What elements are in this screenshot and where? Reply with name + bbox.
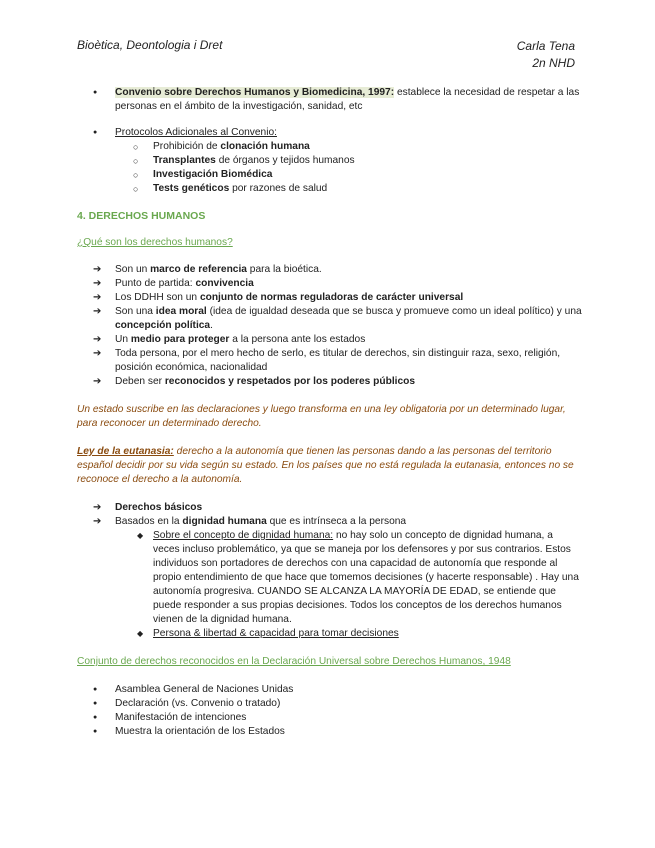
dignidad-label: Sobre el concepto de dignidad humana: [153,530,334,541]
list-item [77,333,582,347]
convenio-text: establece la necesidad de respetar a las personas en el ámbito de la investigación, sanidad, etc [115,87,580,112]
list-item [77,305,582,333]
list-item-convenio [77,86,582,114]
item-bold: clonación humana [220,141,310,152]
document-body [77,86,582,739]
dignidad-text: no hay solo un concepto de dignidad humana, a veces incluso problemático, ya que se maneja por los defensores y por sus contrarios. Estos individuos son portadores de derechos con una capacidad de autonomía que responde al propio entendimiento de que hace que tomemos decisiones (y hacerte responsable) . Hay una autonomía progresiva. CUANDO SE ALCANZA LA MAYORÍA DE EDAD, se entiende que puede responder a sus propias decisiones. Todos los conceptos de los derechos humanos vienen de la dignidad humana. [153,530,579,625]
list-item [77,154,582,168]
list-item [77,168,582,182]
list-item [77,347,582,375]
item-bold: Derechos básicos [115,502,203,513]
list-item [77,140,582,154]
arrow-list-2 [77,501,582,641]
item-bold: concepción política [115,320,211,331]
item-bold: Investigación Biomédica [153,169,273,180]
section-title: 4. DERECHOS HUMANOS [77,210,206,222]
protocolos-title: Protocolos Adicionales al Convenio: [115,127,277,138]
item-text: de órganos y tejidos humanos [215,155,355,166]
eutanasia-label: Ley de la eutanasia: [77,446,174,457]
header-author-name: Carla Tena [516,39,575,53]
item-text: Los DDHH son un [115,292,200,303]
list-item [77,529,582,627]
item-text: Son una [115,306,156,317]
item-bold: convivencia [195,278,254,289]
section-question-link[interactable]: ¿Qué son los derechos humanos? [77,237,233,248]
item-bold: conjunto de normas reguladoras de carácter universal [199,292,464,303]
item-bold: idea moral [155,306,207,317]
arrow-list-1 [77,263,582,389]
list-item: ● Muestra la orientación de los Estados [77,725,582,739]
item-bold: medio para proteger [130,334,230,345]
list-item [77,515,582,641]
convenio-title: Convenio sobre Derechos Humanos y Biomedicina, 1997: [115,87,395,98]
item-text: Basados en la [115,516,183,527]
persona-libertad-text: Persona & libertad & capacidad para tomar decisiones [153,628,399,639]
protocolos-list [77,126,582,196]
eutanasia-paragraph [77,445,582,487]
diamond-list [77,529,582,641]
item-text: a la persona ante los estados [229,334,366,345]
item-text: Un [115,334,131,345]
item-text: para la bioética. [246,264,322,275]
final-list [77,683,582,739]
item-text: . [210,320,213,331]
item-text: Toda persona, por el mero hecho de serlo, es titular de derechos, sin distinguir raza, sexo, religión, posición económica, nacionalidad [115,348,561,373]
estado-paragraph: Un estado suscribe en las declaraciones y luego transforma en una ley obligatoria por un determinado lugar, para reconocer un determinado derecho. [77,404,566,429]
item-text: Son un [115,264,151,275]
item-bold: Tests genéticos [153,183,230,194]
declaracion-link[interactable]: Conjunto de derechos reconocidos en la Declaración Universal sobre Derechos Humanos, 1948 [77,656,511,667]
list-item [77,501,582,515]
list-item [77,375,582,389]
item-text: Prohibición de [153,141,221,152]
convenio-list [77,86,582,114]
item-text: (idea de igualdad deseada que se busca y promueve como un ideal político) y una [206,306,582,317]
list-item [77,291,582,305]
list-item [77,263,582,277]
item-bold: marco de referencia [150,264,247,275]
protocolos-sublist [77,140,582,196]
item-text: por razones de salud [229,183,328,194]
list-item: ● Asamblea General de Naciones Unidas [77,683,582,697]
item-bold: dignidad humana [182,516,267,527]
header-group: 2n NHD [532,56,575,70]
header-author [517,38,575,72]
item-text: que es intrínseca a la persona [266,516,407,527]
list-item [77,627,582,641]
item-text: Deben ser [115,376,165,387]
list-item: ● Declaración (vs. Convenio o tratado) [77,697,582,711]
list-item: ● Manifestación de intenciones [77,711,582,725]
eutanasia-text: derecho a la autonomía que tienen las personas dando a las personas del territorio español decidir por su vida según su estado. En los países que no está regulada la eutanasia, entonces no se reconoce el derecho a la autonomía. [77,446,574,485]
list-item-protocolos [77,126,582,196]
header-course: Bioètica, Deontologia i Dret [77,38,223,52]
item-bold: reconocidos y respetados por los poderes públicos [164,376,416,387]
item-text: Punto de partida: [115,278,196,289]
list-item [77,182,582,196]
item-bold: Transplantes [153,155,216,166]
list-item [77,277,582,291]
